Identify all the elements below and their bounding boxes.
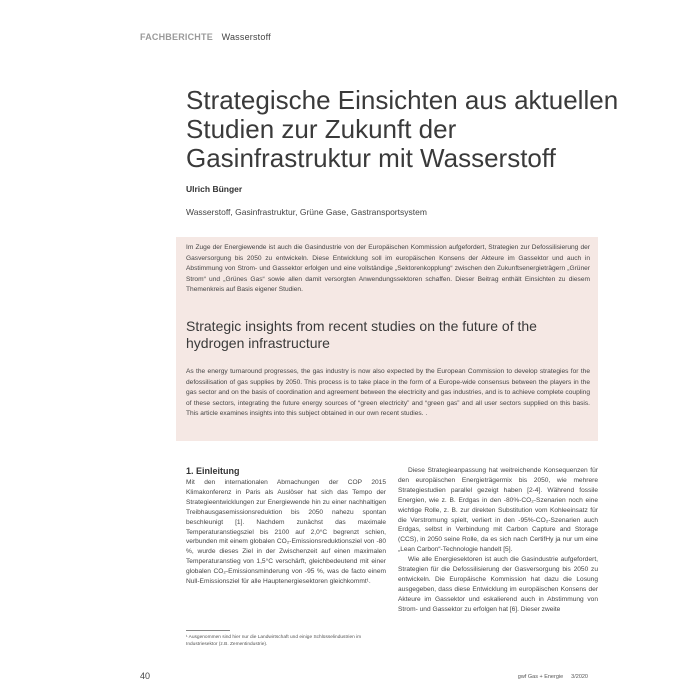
issue-number: 3/2020 [571,674,588,680]
body-paragraph: Mit den internationalen Abmachungen der COP 2015 Klimakonferenz in Paris als Auslöser hat sich das Tempo der Strategieentwicklungen zur Energiewende hin zu einer nachhaltigen Treibhausgasemissionsreduktion bis 2050 nahezu spontan beschleunigt [1]. Nachdem zunächst das maximale Temperaturanstiegsziel bis 2100 auf 2,0°C begrenzt schien, verbunden mit einem globalen CO₂-Emissionsreduktionsziel von -80 %, wurde dieses Ziel in der Zwischenzeit auf einen maximalen Temperaturanstieg von 1,5°C verschärft, gleichbedeutend mit einer globalen CO₂-Emissionsminderung von -95 %, was de facto einem Null-Emissionsziel für alle Hauptenergiesektoren gleichkommt¹. [186,479,386,586]
article-title: Strategische Einsichten aus aktuellen Studien zur Zukunft der Gasinfrastruktur mit Wasserstoff [186,85,619,173]
body-column-right [398,466,598,615]
page-number: 40 [140,671,151,681]
section-label: FACHBERICHTE [140,32,213,42]
section-heading: 1. Einleitung [186,466,240,476]
body-column-left [186,466,386,587]
footnote: ¹ Ausgenommen sind hier nur die Landwirtschaft und einige Schlüsselindustrien im Industriesektor (z.B. Zementindustrie). [186,635,362,647]
journal-name: gwf Gas + Energie [517,674,564,680]
body-paragraph: Wie alle Energiesektoren ist auch die Gasindustrie aufgefordert, Strategien für die Defossilisierung der Gasversorgung bis 2050 zu entwickeln. Die Europäische Kommission hat dazu die Losung ausgegeben, dass diese Entwicklung im europäischen Konsens der Akteure im Gassektor und eskalierend auch in Abstimmung von Strom- und Gassektor zu erfolgen hat [6]. Dieser zweite [398,556,598,613]
topic-label: Wasserstoff [221,32,271,42]
running-header [140,32,271,42]
author-name: Ulrich Bünger [186,184,243,194]
footnote-divider [186,630,230,631]
english-title: Strategic insights from recent studies on the future of the hydrogen infrastructure [186,318,537,351]
body-paragraph: Diese Strategieanpassung hat weitreichende Konsequenzen für den europäischen Energieträgermix bis 2050, wie mehrere Strategiestudien parallel gezeigt haben [2-4]. Während fossile Energien, wie z. B. Erdgas in den -80%-CO₂-Szenarien noch eine wichtige Rolle, z. B. zur direkten Substitution vom Kohleeinsatz für die Verstromung spielt, verliert in den -95%-CO₂-Szenarien auch Erdgas, selbst in Verbindung mit Carbon Capture and Storage (CCS), in 2050 seine Rolle, da es sich nach CertifHy ja nur um eine „Lean Carbon“-Technologie handelt [5]. [398,467,598,554]
abstract-german: Im Zuge der Energiewende ist auch die Gasindustrie von der Europäischen Kommission aufgefordert, Strategien zur Defossilisierung der Gasversorgung bis 2050 zu entwickeln. Diese Entwicklung soll im europäischen Konsens der Akteure im Gassektor und auch in Abstimmung von Strom- und Gassektor erfolgen und eine vollständige „Sektorenkopplung“ zwischen den Zukunftsenergieträgern „Grüner Strom“ und „Grünes Gas“ sowie allen damit versorgten Anwendungssektoren schaffen. Dieser Beitrag enthält Einsichten zu diesem Themenkreis auf Basis eigener Studien. [186,244,590,294]
abstract-english: As the energy turnaround progresses, the gas industry is now also expected by the European Commission to develop strategies for the defossilisation of gas supplies by 2050. This process is to take place in the form of a Europe-wide consensus between the players in the gas sector and on the basis of coordination and agreement between the electricity and gas industries, and is to achieve complete coupling of these sectors, integrating the future energy sources of “green electricity” and “green gas” and all user sectors supplied on this basis. This article examines insights into this subject obtained in our own recent studies. . [186,368,590,418]
journal-footer [518,674,588,680]
keywords: Wasserstoff, Gasinfrastruktur, Grüne Gase, Gastransportsystem [186,207,427,217]
